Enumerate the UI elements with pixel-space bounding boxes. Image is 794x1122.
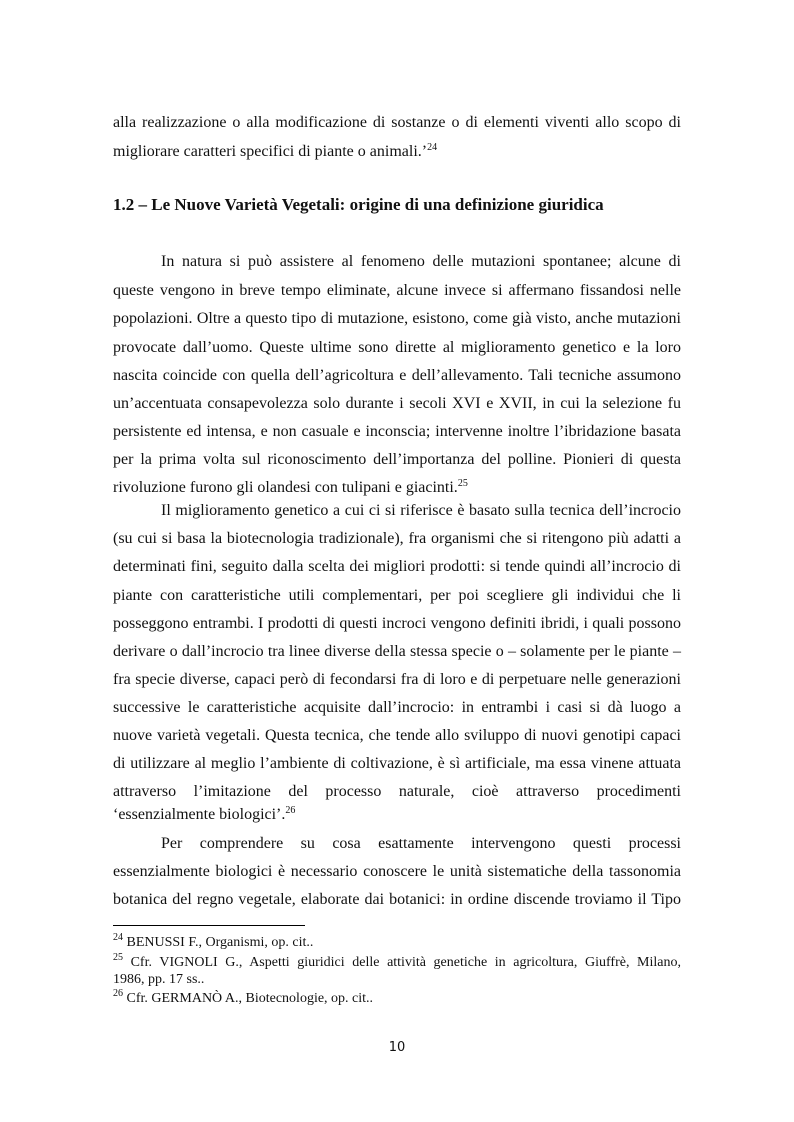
body-text-line: successive le caratteristiche acquisite dall’incrocio: in entrambi i casi si dà luogo a bbox=[113, 699, 681, 716]
body-text-line: (su cui si basa la biotecnologia tradizionale), fra organismi che si ritengono più adatti a bbox=[113, 530, 681, 547]
body-text-line: piante con caratteristiche utili complementari, per poi scegliere gli individui che li bbox=[113, 587, 681, 604]
body-text-line: attraverso l’imitazione del processo naturale, cioè attraverso procedimenti bbox=[113, 783, 681, 800]
page-number: 10 bbox=[388, 1040, 406, 1055]
body-text-line: fra specie diverse, capaci però di fecondarsi fra di loro e di perpetuare nelle generazioni bbox=[113, 671, 681, 688]
body-text-line: per la prima volta sul riconoscimento dell’importanza del polline. Pionieri di questa bbox=[113, 451, 681, 468]
body-text-line: nascita coincide con quella dell’agricoltura e dell’allevamento. Tali tecniche assumono bbox=[113, 367, 681, 384]
body-text-line: botanica del regno vegetale, elaborate dai botanici: in ordine discende troviamo il Tipo bbox=[113, 891, 681, 908]
body-text-line: di utilizzare al meglio l’ambiente di coltivazione, è sì artificiale, ma essa vinene attuata bbox=[113, 755, 681, 772]
body-text-line: derivare o dall’incrocio tra linee diverse della stessa specie o – solamente per le piante – bbox=[113, 643, 681, 660]
body-text-line: alla realizzazione o alla modificazione di sostanze o di elementi viventi allo scopo di bbox=[113, 114, 681, 131]
body-text-line: Per comprendere su cosa esattamente intervengono questi processi bbox=[161, 835, 681, 852]
footnote-ref: 26 bbox=[285, 805, 296, 816]
body-text-line: ‘essenzialmente biologici’.$^{26}$ bbox=[113, 805, 296, 823]
section-heading: 1.2 – Le Nuove Varietà Vegetali: origine di una definizione giuridica bbox=[113, 195, 604, 214]
body-text-line: In natura si può assistere al fenomeno delle mutazioni spontanee; alcune di bbox=[161, 253, 681, 270]
body-text-line: posseggono entrambi. I prodotti di questi incroci vengono definiti ibridi, i quali possono bbox=[113, 615, 681, 632]
footnote: $^{25}$ Cfr. VIGNOLI G., Aspetti giuridici delle attività genetiche in agricoltura, Giuffrè, Milano, bbox=[113, 952, 681, 970]
body-text-line: migliorare caratteri specifici di piante o animali.’$^{24}$ bbox=[113, 142, 438, 160]
body-text-line: rivoluzione furono gli olandesi con tulipani e giacinti.$^{25}$ bbox=[113, 478, 468, 496]
body-text-line: nuove varietà vegetali. Questa tecnica, che tende allo sviluppo di nuovi genotipi capaci bbox=[113, 727, 681, 744]
body-text-line: popolazioni. Oltre a questo tipo di mutazione, esistono, come già visto, anche mutazioni bbox=[113, 310, 681, 327]
body-text-line: determinati fini, seguito dalla scelta dei migliori prodotti: si tende quindi all’incrocio di bbox=[113, 558, 681, 575]
body-text-line: queste vengono in breve tempo eliminate, alcune invece si affermano fissandosi nelle bbox=[113, 282, 681, 299]
footnote-ref: 25 bbox=[457, 478, 468, 489]
body-text-line: Il miglioramento genetico a cui ci si riferisce è basato sulla tecnica dell’incrocio bbox=[161, 502, 681, 519]
body-text-line: persistente ed intensa, e non casuale e inconscia; intervenne inoltre l’ibridazione basata bbox=[113, 423, 681, 440]
footnote: $^{24}$ BENUSSI F., Organismi, op. cit.. bbox=[113, 932, 314, 950]
footnote: $^{26}$ Cfr. GERMANÒ A., Biotecnologie, op. cit.. bbox=[113, 988, 374, 1006]
body-text-line: essenzialmente biologici è necessario conoscere le unità sistematiche della tassonomia bbox=[113, 863, 681, 880]
body-text-line: un’accentuata consapevolezza solo durante i secoli XVI e XVII, in cui la selezione fu bbox=[113, 395, 681, 412]
footnote-ref: 24 bbox=[427, 142, 438, 153]
footnote-continuation: 1986, pp. 17 ss.. bbox=[113, 972, 205, 987]
body-text-line: provocate dall’uomo. Queste ultime sono dirette al miglioramento genetico e la loro bbox=[113, 339, 681, 356]
footnote-separator bbox=[113, 925, 305, 926]
